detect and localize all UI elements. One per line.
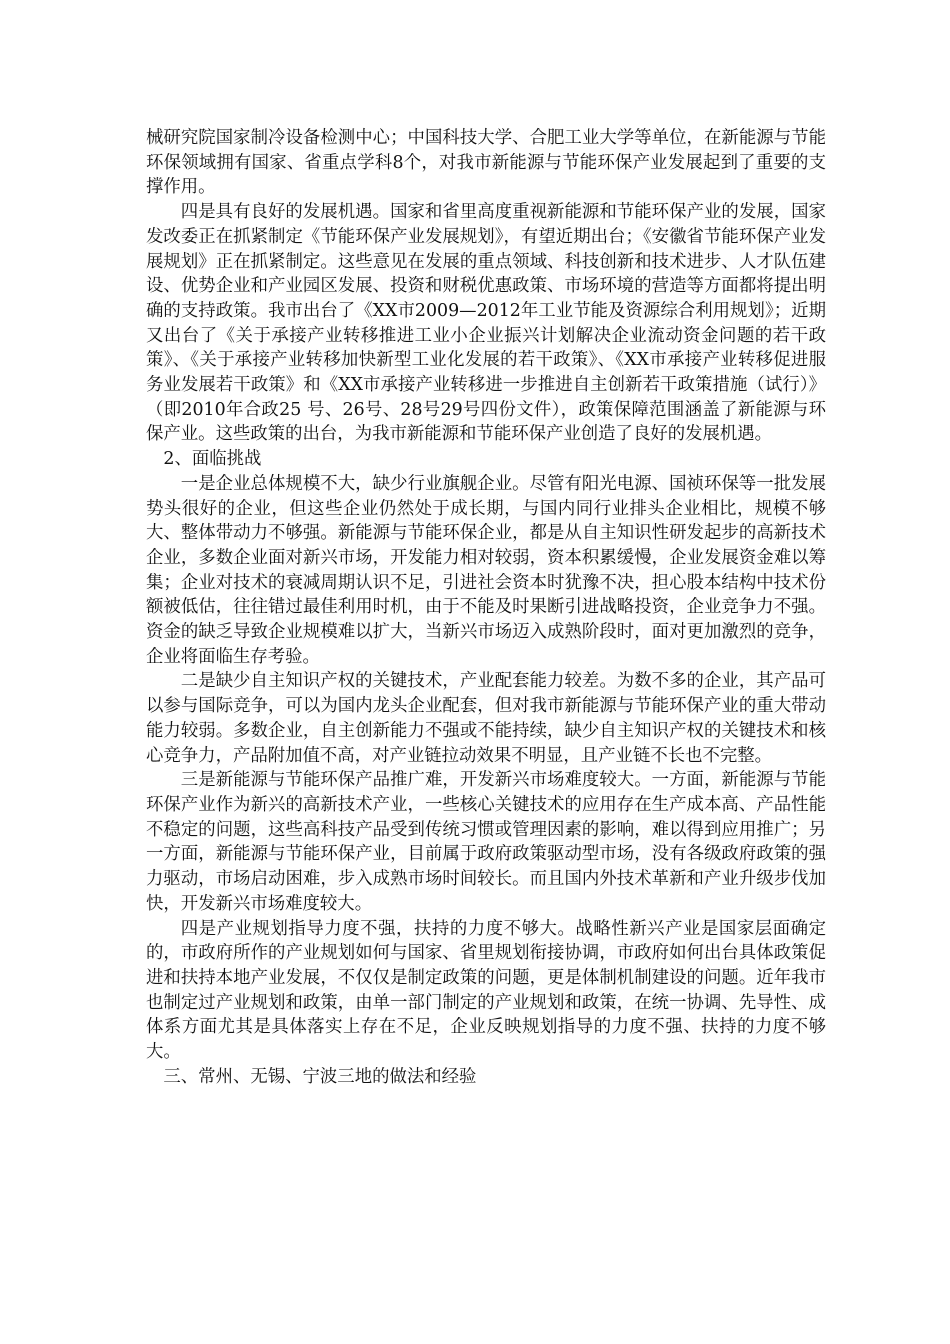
section-heading-challenges: 2、面临挑战 bbox=[163, 449, 262, 470]
paragraph-challenge-market: 三是新能源与节能环保产品推广难，开发新兴市场难度较大。一方面，新能源与节能环保产业作为新兴的高新技术产业，一些核心关键技术的应用存在生产成本高、产品性能不稳定的问题，这些高科技产品受到传统习惯或管理因素的影响，难以得到应用推广；另一方面，新能源与节能环保产业，目前属于政府政策驱动型市场，没有各级政府政策的强力驱动，市场启动困难，步入成熟市场时间较长。而且国内外技术革新和产业升级步伐加快，开发新兴市场难度较大。 bbox=[146, 770, 826, 914]
paragraph-challenge-scale: 一是企业总体规模不大，缺少行业旗舰企业。尽管有阳光电源、国祯环保等一批发展势头很好的企业，但这些企业仍然处于成长期，与国内同行业排头企业相比，规模不够大、整体带动力不够强。新能源与节能环保企业，都是从自主知识性研发起步的高新技术企业，多数企业面对新兴市场，开发能力相对较弱，资本积累缓慢，企业发展资金难以筹集；企业对技术的衰减周期认识不足，引进社会资本时犹豫不决，担心股本结构中技术份额被低估，往往错过最佳利用时机，由于不能及时果断引进战略投资，企业竞争力不强。资金的缺乏导致企业规模难以扩大，当新兴市场迈入成熟阶段时，面对更加激烈的竞争，企业将面临生存考验。 bbox=[146, 473, 826, 667]
paragraph-challenge-policy: 四是产业规划指导力度不强，扶持的力度不够大。战略性新兴产业是国家层面确定的，市政府所作的产业规划如何与国家、省里规划衔接协调，市政府如何出台具体政策促进和扶持本地产业发展，不仅仅是制定政策的问题，更是体制机制建设的问题。近年我市也制定过产业规划和政策，由单一部门制定的产业规划和政策，在统一协调、先导性、成体系方面尤其是具体落实上存在不足，企业反映规划指导的力度不强、扶持的力度不够大。 bbox=[146, 918, 826, 1063]
paragraph-challenge-technology: 二是缺少自主知识产权的关键技术，产业配套能力较差。为数不多的企业，其产品可以参与国际竞争，可以为国内龙头企业配套，但对我市新能源与节能环保产业的重大带动能力较弱。多数企业，自主创新能力不强或不能持续，缺少自主知识产权的关键技术和核心竞争力，产品附加值不高，对产业链拉动效果不明显，且产业链不长也不完整。 bbox=[146, 671, 826, 766]
section-heading-experience: 三、常州、无锡、宁波三地的做法和经验 bbox=[163, 1066, 477, 1087]
document-page bbox=[146, 126, 826, 1089]
paragraph-development-opportunity: 四是具有良好的发展机遇。国家和省里高度重视新能源和节能环保产业的发展，国家发改委正在抓紧制定《节能环保产业发展规划》，有望近期出台；《安徽省节能环保产业发展规划》正在抓紧制定。这些意见在发展的重点领域、科技创新和技术进步、人才队伍建设、优势企业和产业园区发展、投资和财税优惠政策、市场环境的营造等方面都将提出明确的支持政策。我市出台了《XX市2009—2012年工业节能及资源综合利用规划》；近期又出台了《关于承接产业转移推进工业小企业振兴计划解决企业流动资金问题的若干政策》、《关于承接产业转移加快新型工业化发展的若干政策》、《XX市承接产业转移促进服务业发展若干政策》和《XX市承接产业转移进一步推进自主创新若干政策措施（试行）》（即2010年合政25 号、26号、28号29号四份文件），政策保障范围涵盖了新能源与环保产业。这些政策的出台，为我市新能源和节能环保产业创造了良好的发展机遇。 bbox=[146, 202, 826, 445]
paragraph-continuation: 械研究院国家制冷设备检测中心；中国科技大学、合肥工业大学等单位，在新能源与节能环保领域拥有国家、省重点学科8个，对我市新能源与节能环保产业发展起到了重要的支撑作用。 bbox=[146, 128, 826, 198]
